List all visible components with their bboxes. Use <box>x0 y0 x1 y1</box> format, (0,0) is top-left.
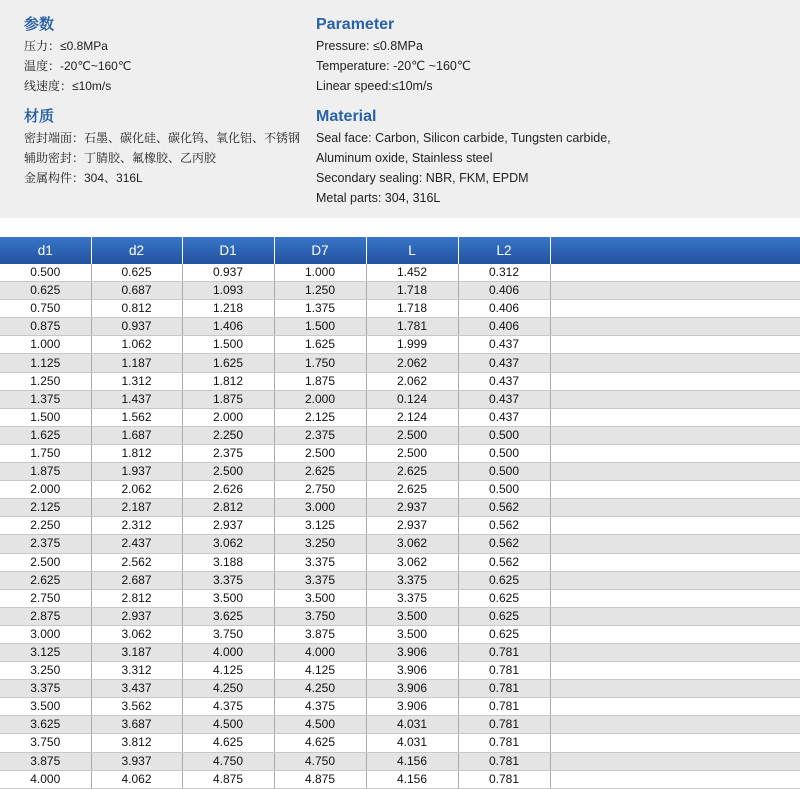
row-filler <box>550 300 800 318</box>
table-cell: 1.812 <box>91 444 182 462</box>
table-row <box>0 336 800 354</box>
table-cell: 0.781 <box>458 643 550 661</box>
table-cell: 3.562 <box>91 698 182 716</box>
table-row <box>0 463 800 481</box>
table-cell: 0.500 <box>0 264 91 282</box>
row-filler <box>550 426 800 444</box>
table-cell: 1.562 <box>91 408 182 426</box>
table-cell: 1.625 <box>182 354 274 372</box>
table-cell: 4.625 <box>274 734 366 752</box>
table-cell: 0.937 <box>91 318 182 336</box>
table-cell: 2.250 <box>0 517 91 535</box>
table-cell: 1.062 <box>91 336 182 354</box>
table-cell: 2.250 <box>182 426 274 444</box>
table-row <box>0 571 800 589</box>
table-cell: 3.375 <box>366 571 458 589</box>
table-cell: 0.562 <box>458 517 550 535</box>
table-row <box>0 282 800 300</box>
table-cell: 3.062 <box>366 535 458 553</box>
table-cell: 4.375 <box>274 698 366 716</box>
table-cell: 1.375 <box>0 390 91 408</box>
table-cell: 2.812 <box>182 499 274 517</box>
table-cell: 3.906 <box>366 698 458 716</box>
table-cell: 3.375 <box>274 571 366 589</box>
row-filler <box>550 390 800 408</box>
table-cell: 0.437 <box>458 408 550 426</box>
column-header-l2: L2 <box>458 237 550 264</box>
table-cell: 4.500 <box>274 716 366 734</box>
spec-panel <box>0 0 800 218</box>
table-cell: 2.625 <box>0 571 91 589</box>
table-cell: 3.375 <box>274 553 366 571</box>
table-cell: 4.031 <box>366 734 458 752</box>
pressure: Pressure: ≤0.8MPa <box>316 39 423 53</box>
table-row <box>0 426 800 444</box>
temperature-cn: 温度：-20℃~160℃ <box>24 59 132 73</box>
row-filler <box>550 499 800 517</box>
table-cell: 0.625 <box>458 625 550 643</box>
table-cell: 0.437 <box>458 354 550 372</box>
table-cell: 2.000 <box>182 408 274 426</box>
table-cell: 2.062 <box>366 354 458 372</box>
table-cell: 1.625 <box>274 336 366 354</box>
row-filler <box>550 517 800 535</box>
table-cell: 2.000 <box>0 481 91 499</box>
parameter-title-cn: 参数 <box>24 16 55 33</box>
table-cell: 2.937 <box>366 517 458 535</box>
row-filler <box>550 752 800 770</box>
table-cell: 0.750 <box>0 300 91 318</box>
english-column <box>316 14 611 208</box>
table-cell: 3.375 <box>182 571 274 589</box>
secondary-sealing-cn: 辅助密封：丁腈胶、氟橡胶、乙丙胶 <box>24 151 217 165</box>
linear-speed-cn: 线速度：≤10m/s <box>24 79 112 93</box>
table-cell: 1.750 <box>274 354 366 372</box>
table-cell: 1.000 <box>0 336 91 354</box>
table-cell: 2.937 <box>182 517 274 535</box>
table-cell: 0.500 <box>458 444 550 462</box>
table-row <box>0 716 800 734</box>
table-cell: 4.375 <box>182 698 274 716</box>
table-cell: 0.781 <box>458 752 550 770</box>
table-cell: 3.750 <box>0 734 91 752</box>
table-cell: 3.875 <box>0 752 91 770</box>
table-cell: 1.187 <box>91 354 182 372</box>
table-cell: 3.000 <box>0 625 91 643</box>
chinese-column <box>24 14 300 188</box>
table-cell: 0.500 <box>458 426 550 444</box>
table-cell: 1.812 <box>182 372 274 390</box>
table-cell: 2.062 <box>91 481 182 499</box>
table-cell: 4.000 <box>274 643 366 661</box>
table-cell: 3.125 <box>0 643 91 661</box>
row-filler <box>550 444 800 462</box>
table-cell: 3.625 <box>0 716 91 734</box>
table-cell: 2.375 <box>182 444 274 462</box>
table-cell: 0.562 <box>458 535 550 553</box>
row-filler <box>550 264 800 282</box>
table-cell: 3.188 <box>182 553 274 571</box>
temperature: Temperature: -20℃ ~160℃ <box>316 59 471 73</box>
table-cell: 2.437 <box>91 535 182 553</box>
table-cell: 0.781 <box>458 734 550 752</box>
table-cell: 1.093 <box>182 282 274 300</box>
table-cell: 0.781 <box>458 698 550 716</box>
table-cell: 0.406 <box>458 300 550 318</box>
table-cell: 3.187 <box>91 643 182 661</box>
table-cell: 1.625 <box>0 426 91 444</box>
table-cell: 2.937 <box>366 499 458 517</box>
table-cell: 4.125 <box>182 662 274 680</box>
table-cell: 2.626 <box>182 481 274 499</box>
table-cell: 2.625 <box>274 463 366 481</box>
table-cell: 4.250 <box>274 680 366 698</box>
table-cell: 4.000 <box>182 643 274 661</box>
column-header-l: L <box>366 237 458 264</box>
table-cell: 0.625 <box>458 589 550 607</box>
table-row <box>0 752 800 770</box>
table-cell: 4.500 <box>182 716 274 734</box>
row-filler <box>550 589 800 607</box>
table-cell: 0.781 <box>458 716 550 734</box>
row-filler <box>550 372 800 390</box>
table-cell: 2.124 <box>366 408 458 426</box>
table-row <box>0 499 800 517</box>
table-row <box>0 643 800 661</box>
table-cell: 1.250 <box>274 282 366 300</box>
table-cell: 0.500 <box>458 463 550 481</box>
table-cell: 4.125 <box>274 662 366 680</box>
table-cell: 3.250 <box>0 662 91 680</box>
dimension-table <box>0 237 800 789</box>
table-cell: 1.781 <box>366 318 458 336</box>
table-row <box>0 625 800 643</box>
table-cell: 3.500 <box>366 625 458 643</box>
table-cell: 0.781 <box>458 662 550 680</box>
table-cell: 2.187 <box>91 499 182 517</box>
seal-face: Seal face: Carbon, Silicon carbide, Tungsten carbide, <box>316 131 611 145</box>
table-cell: 1.718 <box>366 300 458 318</box>
table-row <box>0 535 800 553</box>
table-cell: 4.875 <box>274 770 366 788</box>
table-cell: 0.812 <box>91 300 182 318</box>
table-cell: 1.452 <box>366 264 458 282</box>
seal-face-cont: Aluminum oxide, Stainless steel <box>316 151 493 165</box>
table-cell: 3.062 <box>182 535 274 553</box>
row-filler <box>550 336 800 354</box>
table-cell: 3.125 <box>274 517 366 535</box>
table-cell: 4.250 <box>182 680 274 698</box>
table-cell: 3.750 <box>274 607 366 625</box>
table-cell: 0.562 <box>458 499 550 517</box>
table-cell: 4.062 <box>91 770 182 788</box>
table-cell: 4.156 <box>366 770 458 788</box>
table-cell: 2.500 <box>274 444 366 462</box>
table-cell: 0.625 <box>458 607 550 625</box>
table-cell: 0.124 <box>366 390 458 408</box>
column-header-d1: D1 <box>182 237 274 264</box>
table-cell: 1.875 <box>182 390 274 408</box>
table-cell: 1.500 <box>0 408 91 426</box>
table-cell: 3.687 <box>91 716 182 734</box>
column-header-d2: d2 <box>91 237 182 264</box>
table-cell: 0.437 <box>458 390 550 408</box>
row-filler <box>550 571 800 589</box>
table-cell: 1.687 <box>91 426 182 444</box>
table-cell: 3.812 <box>91 734 182 752</box>
table-cell: 1.437 <box>91 390 182 408</box>
table-cell: 2.312 <box>91 517 182 535</box>
table-cell: 3.906 <box>366 643 458 661</box>
table-cell: 1.312 <box>91 372 182 390</box>
table-cell: 4.156 <box>366 752 458 770</box>
table-cell: 2.000 <box>274 390 366 408</box>
table-cell: 3.500 <box>366 607 458 625</box>
row-filler <box>550 625 800 643</box>
table-cell: 0.625 <box>0 282 91 300</box>
table-cell: 3.000 <box>274 499 366 517</box>
table-cell: 4.031 <box>366 716 458 734</box>
table-cell: 1.218 <box>182 300 274 318</box>
linear-speed: Linear speed:≤10m/s <box>316 79 433 93</box>
row-filler <box>550 698 800 716</box>
table-row <box>0 680 800 698</box>
row-filler <box>550 354 800 372</box>
table-cell: 2.625 <box>366 481 458 499</box>
table-cell: 3.906 <box>366 680 458 698</box>
table-row <box>0 354 800 372</box>
table-cell: 1.125 <box>0 354 91 372</box>
table-row <box>0 481 800 499</box>
row-filler <box>550 716 800 734</box>
table-cell: 3.875 <box>274 625 366 643</box>
table-cell: 1.875 <box>0 463 91 481</box>
table-row <box>0 698 800 716</box>
row-filler <box>550 680 800 698</box>
table-cell: 2.562 <box>91 553 182 571</box>
secondary-sealing: Secondary sealing: NBR, FKM, EPDM <box>316 171 529 185</box>
table-cell: 2.812 <box>91 589 182 607</box>
table-body <box>0 264 800 788</box>
table-cell: 3.906 <box>366 662 458 680</box>
table-cell: 1.999 <box>366 336 458 354</box>
table-cell: 2.625 <box>366 463 458 481</box>
table-cell: 0.625 <box>458 571 550 589</box>
table-row <box>0 300 800 318</box>
table-cell: 2.687 <box>91 571 182 589</box>
row-filler <box>550 481 800 499</box>
table-cell: 2.500 <box>366 444 458 462</box>
table-cell: 0.500 <box>458 481 550 499</box>
table-cell: 2.500 <box>0 553 91 571</box>
row-filler <box>550 643 800 661</box>
table-cell: 0.562 <box>458 553 550 571</box>
header-filler <box>550 237 800 264</box>
table-cell: 2.375 <box>0 535 91 553</box>
table-cell: 4.750 <box>274 752 366 770</box>
table-cell: 0.406 <box>458 318 550 336</box>
table-cell: 4.875 <box>182 770 274 788</box>
table-cell: 3.062 <box>91 625 182 643</box>
table-cell: 1.500 <box>182 336 274 354</box>
table-cell: 0.875 <box>0 318 91 336</box>
table-row <box>0 444 800 462</box>
parameter-title: Parameter <box>316 16 395 33</box>
table-cell: 1.000 <box>274 264 366 282</box>
table-cell: 3.625 <box>182 607 274 625</box>
material-title: Material <box>316 108 377 125</box>
row-filler <box>550 553 800 571</box>
table-cell: 4.000 <box>0 770 91 788</box>
table-cell: 2.750 <box>0 589 91 607</box>
table-cell: 1.375 <box>274 300 366 318</box>
table-cell: 1.937 <box>91 463 182 481</box>
table-cell: 2.125 <box>0 499 91 517</box>
table-header-row <box>0 237 800 264</box>
table-cell: 3.500 <box>274 589 366 607</box>
table-cell: 3.250 <box>274 535 366 553</box>
table-row <box>0 662 800 680</box>
table-cell: 3.500 <box>0 698 91 716</box>
table-cell: 0.437 <box>458 336 550 354</box>
table-row <box>0 770 800 788</box>
table-row <box>0 589 800 607</box>
row-filler <box>550 734 800 752</box>
table-cell: 0.781 <box>458 680 550 698</box>
table-cell: 3.312 <box>91 662 182 680</box>
table-cell: 4.750 <box>182 752 274 770</box>
material-title-cn: 材质 <box>24 108 55 125</box>
table-cell: 1.250 <box>0 372 91 390</box>
column-header-d1: d1 <box>0 237 91 264</box>
table-row <box>0 553 800 571</box>
column-header-d7: D7 <box>274 237 366 264</box>
table-cell: 4.625 <box>182 734 274 752</box>
table-cell: 1.718 <box>366 282 458 300</box>
table-cell: 1.875 <box>274 372 366 390</box>
row-filler <box>550 607 800 625</box>
table-cell: 2.062 <box>366 372 458 390</box>
table-cell: 3.937 <box>91 752 182 770</box>
table-cell: 3.375 <box>366 589 458 607</box>
metal-parts: Metal parts: 304, 316L <box>316 191 441 205</box>
table-cell: 2.125 <box>274 408 366 426</box>
table-cell: 0.781 <box>458 770 550 788</box>
row-filler <box>550 282 800 300</box>
table-cell: 1.406 <box>182 318 274 336</box>
table-row <box>0 390 800 408</box>
row-filler <box>550 463 800 481</box>
table-cell: 0.437 <box>458 372 550 390</box>
metal-parts-cn: 金属构件：304、316L <box>24 171 143 185</box>
table-cell: 3.437 <box>91 680 182 698</box>
table-cell: 2.937 <box>91 607 182 625</box>
row-filler <box>550 318 800 336</box>
table-row <box>0 517 800 535</box>
row-filler <box>550 535 800 553</box>
table-cell: 3.500 <box>182 589 274 607</box>
table-cell: 2.375 <box>274 426 366 444</box>
row-filler <box>550 408 800 426</box>
table-row <box>0 408 800 426</box>
table-cell: 3.750 <box>182 625 274 643</box>
table-row <box>0 318 800 336</box>
table-row <box>0 607 800 625</box>
table-cell: 0.406 <box>458 282 550 300</box>
table-cell: 1.500 <box>274 318 366 336</box>
table-cell: 1.750 <box>0 444 91 462</box>
table-cell: 2.750 <box>274 481 366 499</box>
row-filler <box>550 662 800 680</box>
table-cell: 0.625 <box>91 264 182 282</box>
table-cell: 2.500 <box>366 426 458 444</box>
table-cell: 2.500 <box>182 463 274 481</box>
table-cell: 2.875 <box>0 607 91 625</box>
table-cell: 0.937 <box>182 264 274 282</box>
seal-face-cn: 密封端面：石墨、碳化硅、碳化钨、氧化铝、不锈钢 <box>24 131 301 145</box>
table-cell: 0.687 <box>91 282 182 300</box>
table-row <box>0 734 800 752</box>
table-cell: 3.062 <box>366 553 458 571</box>
table-cell: 0.312 <box>458 264 550 282</box>
row-filler <box>550 770 800 788</box>
table-cell: 3.375 <box>0 680 91 698</box>
table-row <box>0 372 800 390</box>
pressure-cn: 压力：≤0.8MPa <box>24 39 108 53</box>
table-row <box>0 264 800 282</box>
